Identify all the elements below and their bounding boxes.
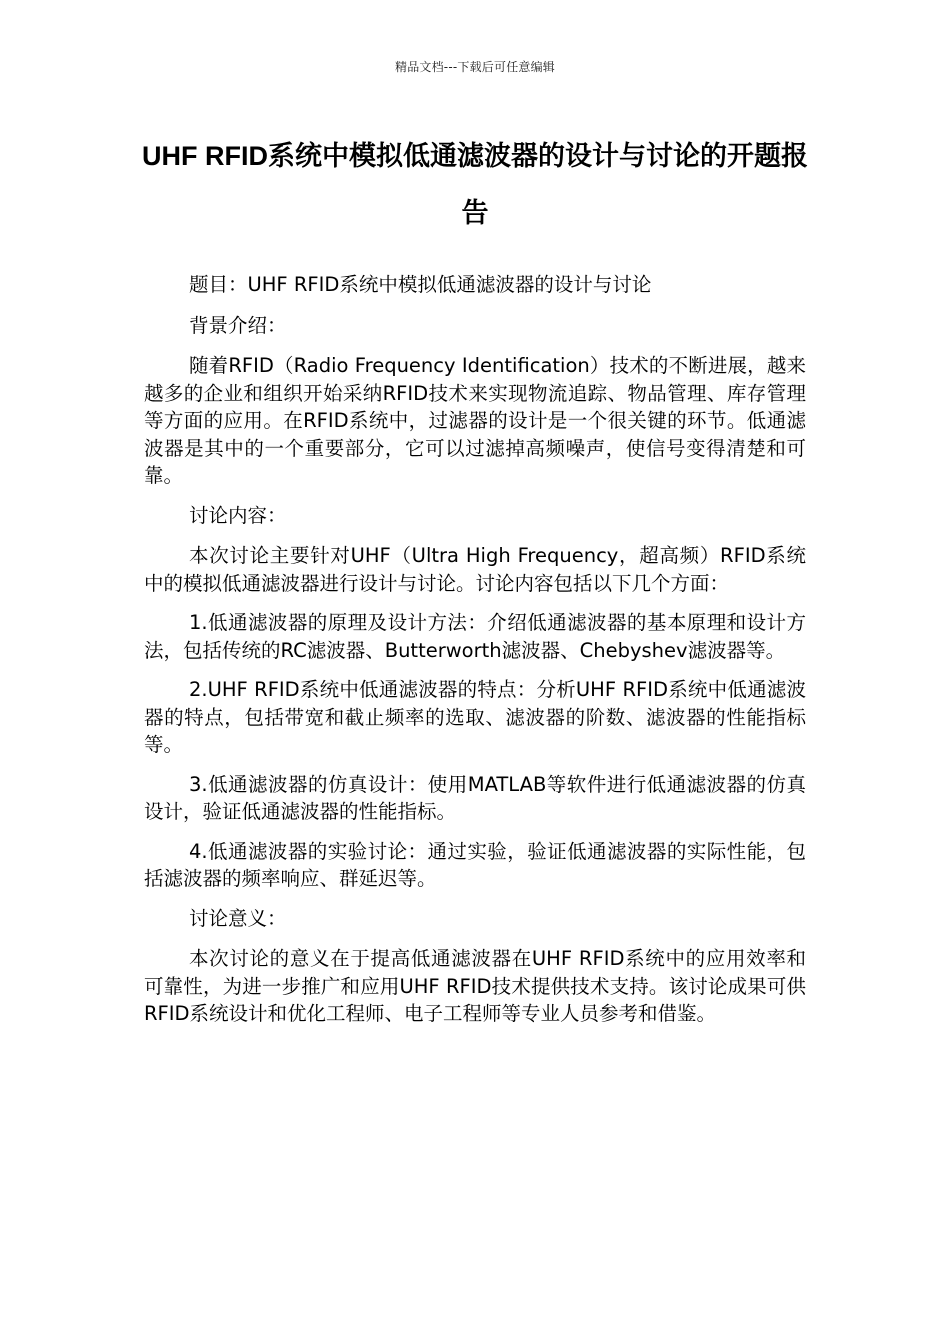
significance-paragraph: 本次讨论的意义在于提高低通滤波器在UHF RFID系统中的应用效率和可靠性，为进一步推广和应用UHF RFID技术提供技术支持。该讨论成果可供RFID系统设计和优化工程师、电子工程师等专业人员参考和借鉴。 xyxy=(144,947,806,1025)
background-paragraph: 随着RFID（Radio Frequency Identification）技术的不断进展，越来越多的企业和组织开始采纳RFID技术来实现物流追踪、物品管理、库存管理等方面的应用。在RFID系统中，过滤器的设计是一个很关键的环节。低通滤波器是其中的一个重要部分，它可以过滤掉高频噪声，使信号变得清楚和可靠。 xyxy=(144,354,806,487)
significance-heading: 讨论意义： xyxy=(189,906,287,930)
document-title: UHF RFID系统中模拟低通滤波器的设计与讨论的开题报告 xyxy=(142,141,808,228)
topic-line: 题目：UHF RFID系统中模拟低通滤波器的设计与讨论 xyxy=(189,273,652,296)
header-note: 精品文档---下载后可任意编辑 xyxy=(395,60,555,74)
content-heading: 讨论内容： xyxy=(189,503,287,527)
document-body xyxy=(144,271,806,1040)
content-item-1: 1.低通滤波器的原理及设计方法：介绍低通滤波器的基本原理和设计方法，包括传统的RC滤波器、Butterworth滤波器、Chebyshev滤波器等。 xyxy=(144,611,806,662)
content-item-2: 2.UHF RFID系统中低通滤波器的特点：分析UHF RFID系统中低通滤波器的特点，包括带宽和截止频率的选取、滤波器的阶数、滤波器的性能指标等。 xyxy=(144,678,806,756)
content-intro-paragraph: 本次讨论主要针对UHF（Ultra High Frequency，超高频）RFID系统中的模拟低通滤波器进行设计与讨论。讨论内容包括以下几个方面： xyxy=(144,544,806,595)
background-heading: 背景介绍： xyxy=(189,313,287,337)
content-item-3: 3.低通滤波器的仿真设计：使用MATLAB等软件进行低通滤波器的仿真设计，验证低通滤波器的性能指标。 xyxy=(144,772,806,823)
content-item-4: 4.低通滤波器的实验讨论：通过实验，验证低通滤波器的实际性能，包括滤波器的频率响应、群延迟等。 xyxy=(144,839,806,890)
